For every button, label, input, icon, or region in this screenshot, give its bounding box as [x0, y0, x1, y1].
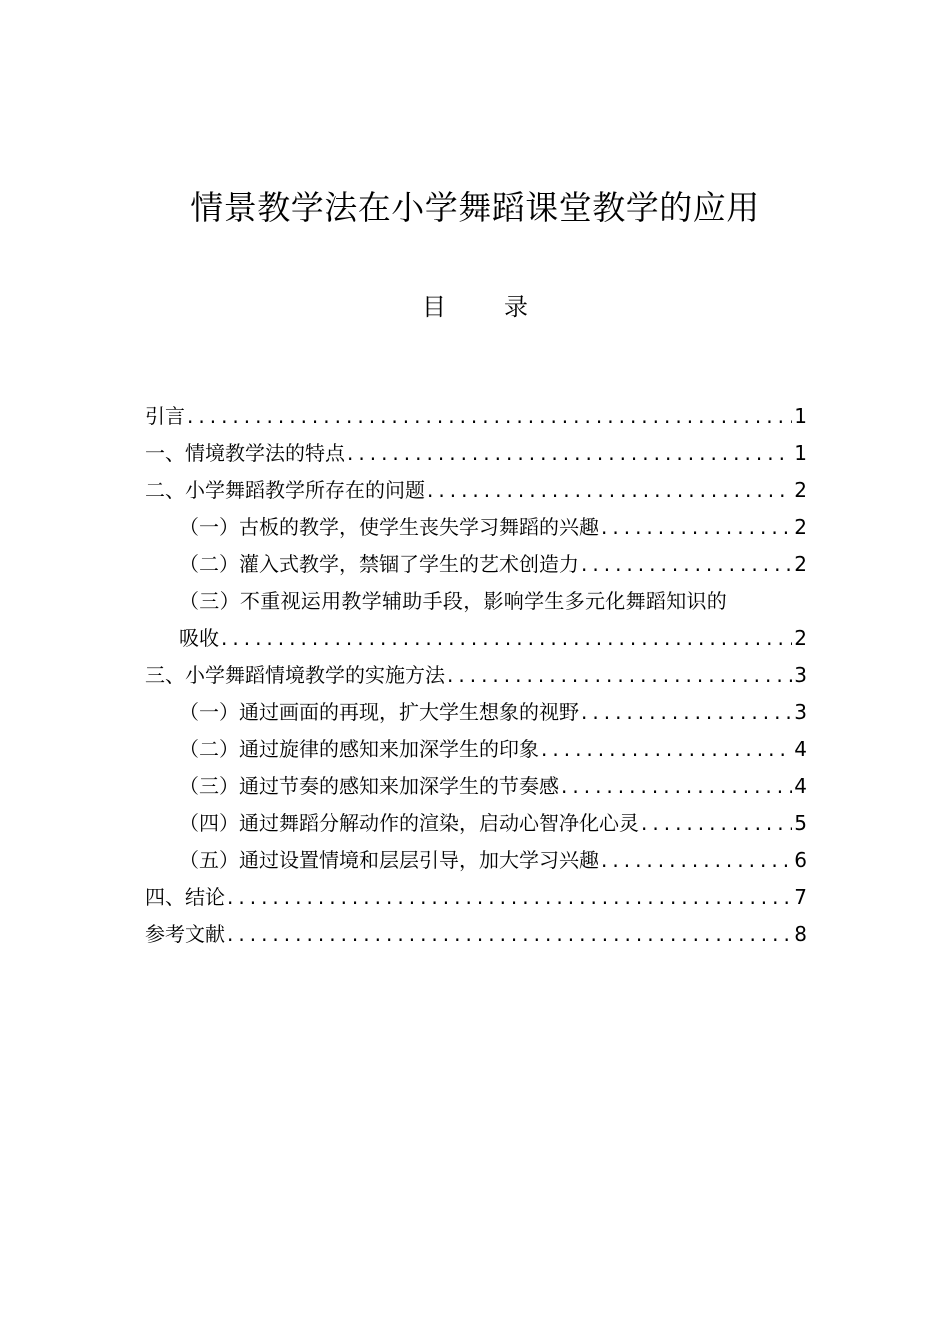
toc-dot-leader — [541, 731, 792, 768]
toc-entry-section-3-5[interactable] — [145, 842, 807, 879]
toc-dot-leader — [601, 509, 792, 546]
toc-page-number: 7 — [794, 885, 807, 909]
toc-entry-section-4[interactable] — [145, 879, 807, 916]
toc-entry-section-2-3[interactable] — [145, 583, 807, 620]
toc-page-number: 2 — [794, 515, 807, 539]
toc-entry-label: 四、结论 — [145, 885, 225, 909]
toc-page-number: 1 — [794, 404, 807, 428]
toc-entry-label: （二）通过旋律的感知来加深学生的印象 — [179, 737, 539, 761]
toc-entry-section-3-1[interactable] — [145, 694, 807, 731]
toc-entry-label: 二、小学舞蹈教学所存在的问题 — [145, 478, 425, 502]
toc-dot-leader — [581, 694, 792, 731]
toc-dot-leader — [221, 620, 792, 657]
toc-dot-leader — [641, 805, 792, 842]
toc-dot-leader — [187, 398, 792, 435]
toc-page-number: 3 — [794, 700, 807, 724]
toc-entry-references[interactable] — [145, 916, 807, 953]
toc-heading-char-2: 录 — [504, 293, 528, 321]
toc-entry-section-3[interactable] — [145, 657, 807, 694]
toc-heading-char-1: 目 — [422, 293, 446, 321]
toc-dot-leader — [447, 657, 792, 694]
toc-page-number: 4 — [794, 774, 807, 798]
table-of-contents — [145, 398, 807, 953]
toc-dot-leader — [581, 546, 792, 583]
toc-entry-label-line-2: 吸收 — [179, 626, 219, 650]
toc-entry-label: 参考文献 — [145, 922, 225, 946]
toc-entry-label: （一）通过画面的再现，扩大学生想象的视野 — [179, 700, 579, 724]
toc-page-number: 1 — [794, 441, 807, 465]
toc-entry-section-2-3-cont[interactable] — [145, 620, 807, 657]
toc-entry-intro[interactable] — [145, 398, 807, 435]
toc-page-number: 2 — [794, 478, 807, 502]
toc-entry-label: （三）通过节奏的感知来加深学生的节奏感 — [179, 774, 559, 798]
toc-page-number: 8 — [794, 922, 807, 946]
toc-entry-label: 引言 — [145, 404, 185, 428]
toc-dot-leader — [227, 916, 792, 953]
toc-page-number: 4 — [794, 737, 807, 761]
toc-entry-section-3-3[interactable] — [145, 768, 807, 805]
toc-dot-leader — [601, 842, 792, 879]
toc-entry-label: 一、情境教学法的特点 — [145, 441, 345, 465]
toc-entry-section-2-1[interactable] — [145, 509, 807, 546]
toc-dot-leader — [561, 768, 792, 805]
toc-entry-label: （四）通过舞蹈分解动作的渲染，启动心智净化心灵 — [179, 811, 639, 835]
toc-page-number: 6 — [794, 848, 807, 872]
toc-heading — [0, 290, 950, 324]
toc-entry-section-3-2[interactable] — [145, 731, 807, 768]
toc-entry-section-1[interactable] — [145, 435, 807, 472]
toc-dot-leader — [227, 879, 792, 916]
toc-entry-section-2-2[interactable] — [145, 546, 807, 583]
toc-dot-leader — [427, 472, 792, 509]
toc-entry-label: （二）灌入式教学，禁锢了学生的艺术创造力 — [179, 552, 579, 576]
toc-page-number: 2 — [794, 626, 807, 650]
document-title: 情景教学法在小学舞蹈课堂教学的应用 — [190, 188, 760, 227]
toc-entry-section-2[interactable] — [145, 472, 807, 509]
toc-page-number: 2 — [794, 552, 807, 576]
toc-entry-section-3-4[interactable] — [145, 805, 807, 842]
toc-entry-label: （五）通过设置情境和层层引导，加大学习兴趣 — [179, 848, 599, 872]
toc-entry-label: 三、小学舞蹈情境教学的实施方法 — [145, 663, 445, 687]
toc-dot-leader — [347, 435, 792, 472]
toc-page-number: 3 — [794, 663, 807, 687]
toc-entry-label-line-1: （三）不重视运用教学辅助手段，影响学生多元化舞蹈知识的 — [179, 589, 728, 613]
toc-page-number: 5 — [794, 811, 807, 835]
toc-entry-label: （一）古板的教学，使学生丧失学习舞蹈的兴趣 — [179, 515, 599, 539]
